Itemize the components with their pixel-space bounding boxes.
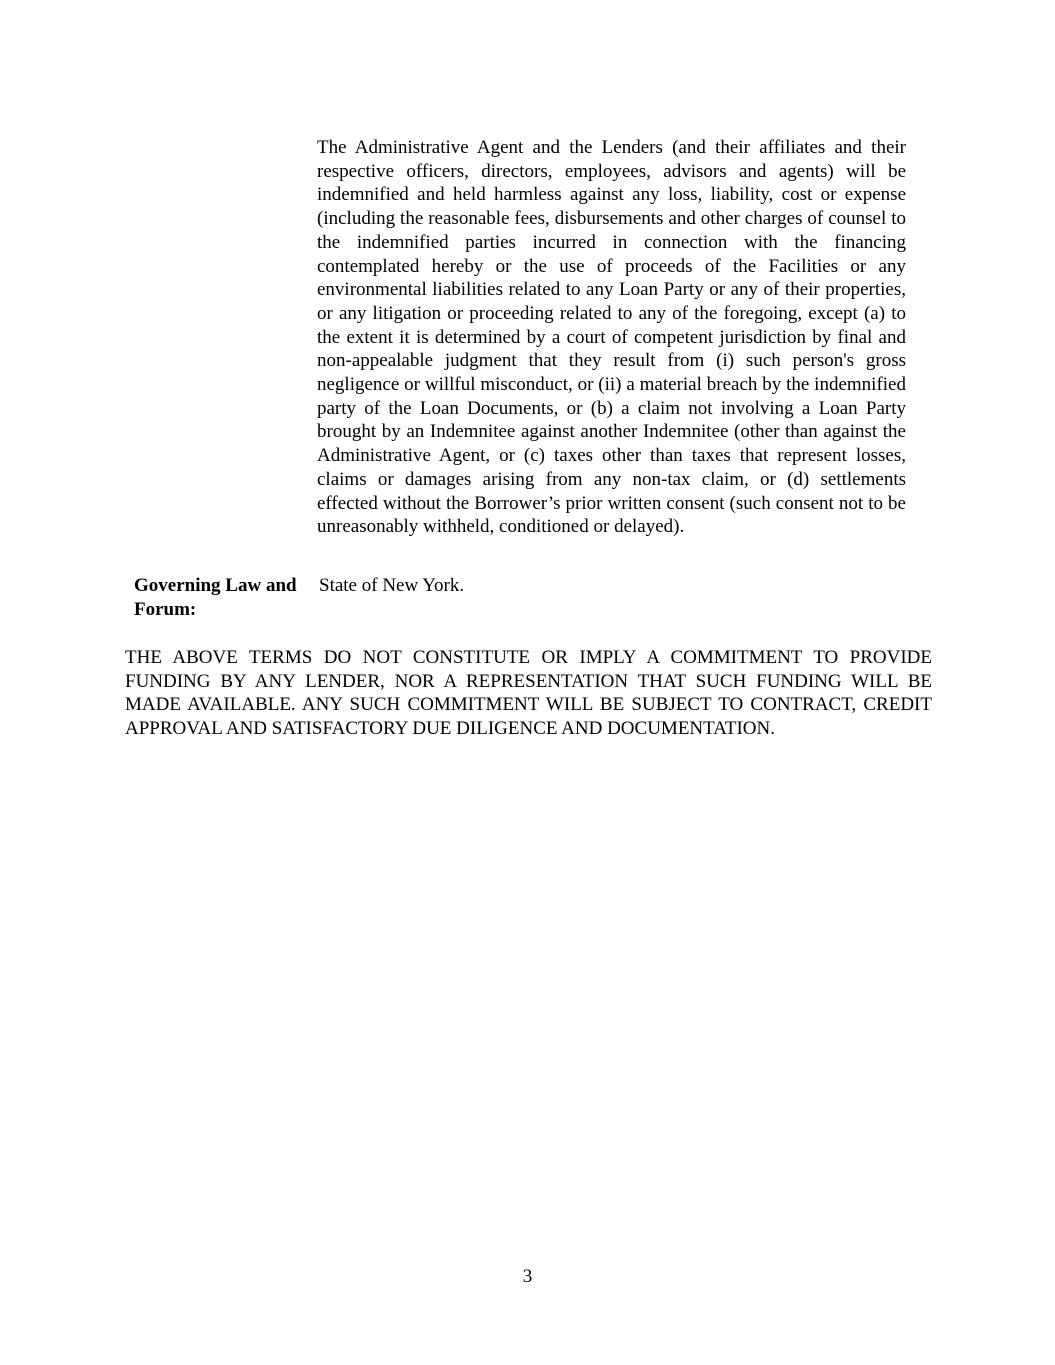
governing-law-value: State of New York.: [319, 575, 465, 596]
indemnification-paragraph: The Administrative Agent and the Lenders (and their affiliates and their respective officers, directors, employees, advisors and agents) will be indemnified and held harmless against any loss, liability, cost or expense (including the reasonable fees, disbursements and other charges of counsel to the indemnified parties incurred in connection with the financing contemplated hereby or the use of proceeds of the Facilities or any environmental liabilities related to any Loan Party or any of their properties, or any litigation or proceeding related to any of the foregoing, except (a) to the extent it is determined by a court of competent jurisdiction by final and non-appealable judgment that they result from (i) such person's gross negligence or willful misconduct, or (ii) a material breach by the indemnified party of the Loan Documents, or (b) a claim not involving a Loan Party brought by an Indemnitee against another Indemnitee (other than against the Administrative Agent, or (c) taxes other than taxes that represent losses, claims or damages arising from any non-tax claim, or (d) settlements effected without the Borrower’s prior written consent (such consent not to be unreasonably withheld, conditioned or delayed).: [317, 137, 906, 538]
disclaimer-paragraph: THE ABOVE TERMS DO NOT CONSTITUTE OR IMPLY A COMMITMENT TO PROVIDE FUNDING BY ANY LENDER, NOR A REPRESENTATION THAT SUCH FUNDING WILL BE MADE AVAILABLE. ANY SUCH COMMITMENT WILL BE SUBJECT TO CONTRACT, CREDIT APPROVAL AND SATISFACTORY DUE DILIGENCE AND DOCUMENTATION.: [125, 647, 932, 740]
governing-law-label: Governing Law and Forum:: [134, 575, 297, 620]
page-number: 3: [522, 1266, 533, 1287]
governing-law-row: [0, 574, 1055, 626]
